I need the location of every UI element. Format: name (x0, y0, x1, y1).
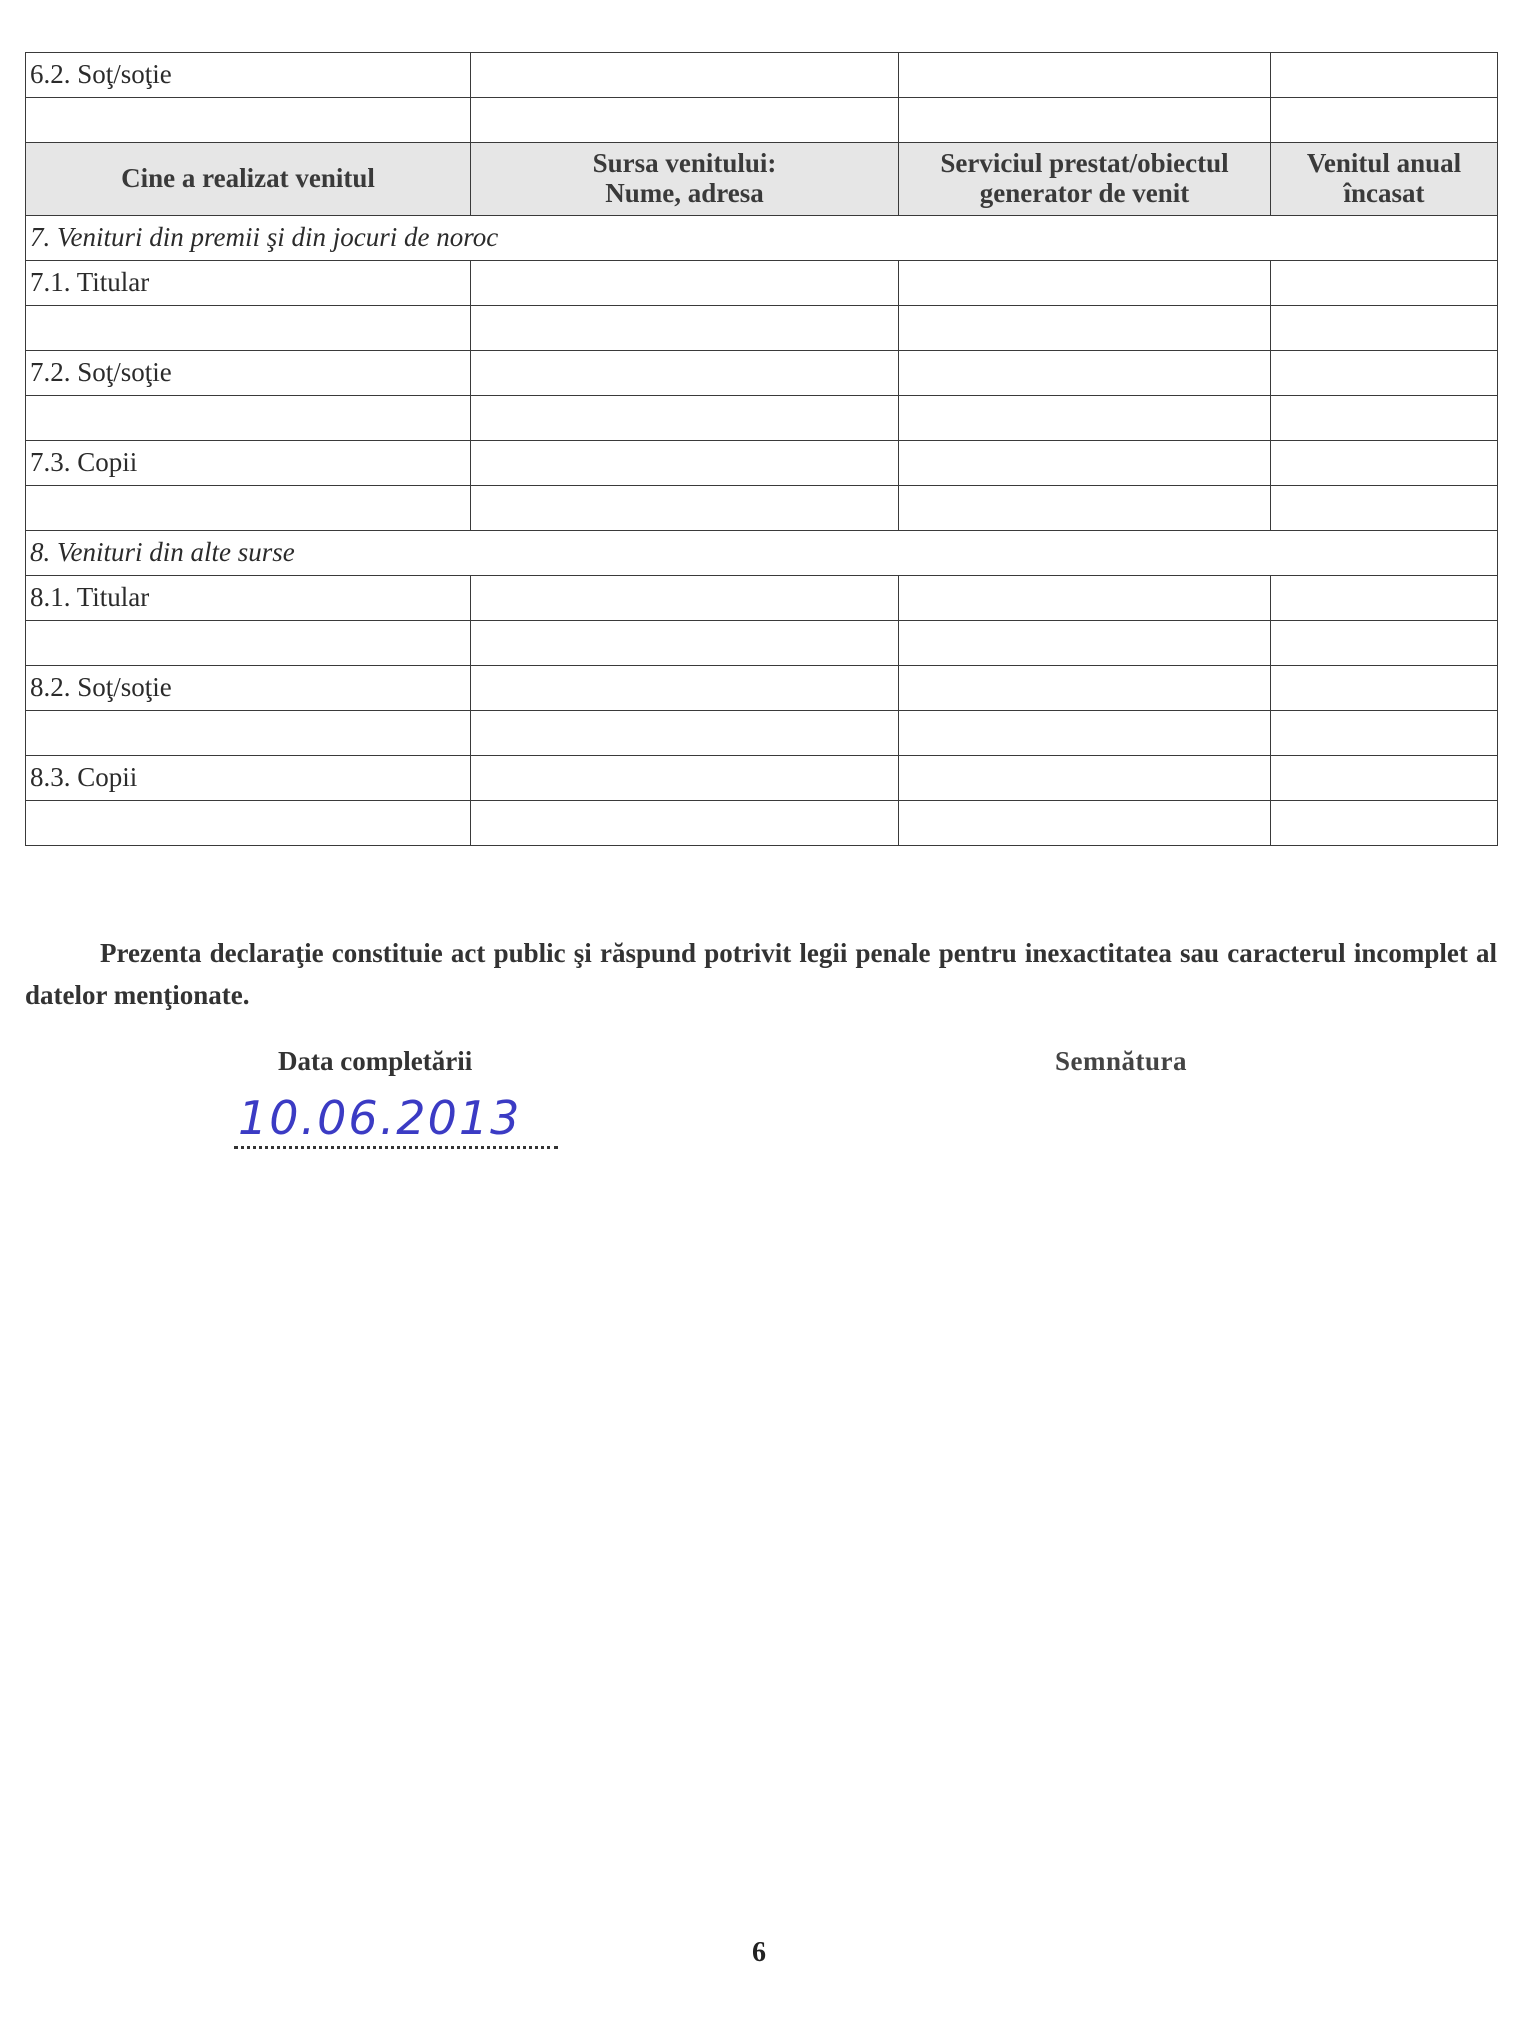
table-row (26, 711, 1498, 756)
empty-cell (899, 666, 1271, 711)
empty-cell (1271, 306, 1498, 351)
table-row (26, 53, 1498, 98)
empty-cell (1271, 666, 1498, 711)
empty-cell (1271, 621, 1498, 666)
empty-cell (471, 666, 899, 711)
empty-cell (471, 576, 899, 621)
row-label (26, 306, 471, 351)
completion-date-handwritten: 10.06.2013 (234, 1090, 558, 1149)
empty-cell (471, 98, 899, 143)
row-label: 8.3. Copii (26, 756, 471, 801)
empty-cell (1271, 576, 1498, 621)
row-label (26, 486, 471, 531)
legal-statement: Prezenta declaraţie constituie act public şi răspund potrivit legii penale pentru inexactitatea sau caracterul incomplet al datelor menţionate. (25, 938, 1497, 1010)
empty-cell (899, 711, 1271, 756)
row-label (26, 98, 471, 143)
table-row (26, 98, 1498, 143)
empty-cell (1271, 261, 1498, 306)
row-label: 7.2. Soţ/soţie (26, 351, 471, 396)
empty-cell (471, 261, 899, 306)
row-label: 7.3. Copii (26, 441, 471, 486)
empty-cell (1271, 711, 1498, 756)
table-row (26, 396, 1498, 441)
empty-cell (899, 351, 1271, 396)
empty-cell (899, 306, 1271, 351)
column-header: Sursa venitului: Nume, adresa (471, 143, 899, 216)
row-label: 7.1. Titular (26, 261, 471, 306)
empty-cell (471, 711, 899, 756)
table-header-row (26, 143, 1498, 216)
empty-cell (899, 756, 1271, 801)
empty-cell (1271, 486, 1498, 531)
table-row (26, 756, 1498, 801)
empty-cell (471, 351, 899, 396)
page-number: 6 (752, 1937, 766, 1968)
table-row (26, 621, 1498, 666)
row-label (26, 801, 471, 846)
empty-cell (1271, 801, 1498, 846)
table-row (26, 666, 1498, 711)
empty-cell (1271, 396, 1498, 441)
empty-cell (471, 486, 899, 531)
row-label: 6.2. Soţ/soţie (26, 53, 471, 98)
empty-cell (899, 53, 1271, 98)
section-title: 8. Venituri din alte surse (26, 531, 1498, 576)
table-row (26, 306, 1498, 351)
signature-label: Semnătura (1055, 1046, 1187, 1076)
row-label: 8.2. Soţ/soţie (26, 666, 471, 711)
table-row (26, 576, 1498, 621)
section-row (26, 216, 1498, 261)
empty-cell (471, 396, 899, 441)
empty-cell (899, 486, 1271, 531)
empty-cell (899, 576, 1271, 621)
row-label (26, 711, 471, 756)
empty-cell (471, 441, 899, 486)
date-label: Data completării (278, 1046, 473, 1076)
section-row (26, 531, 1498, 576)
column-header: Venitul anual încasat (1271, 143, 1498, 216)
column-header: Cine a realizat venitul (26, 143, 471, 216)
section-title: 7. Venituri din premii şi din jocuri de noroc (26, 216, 1498, 261)
empty-cell (471, 53, 899, 98)
empty-cell (899, 396, 1271, 441)
table-row (26, 441, 1498, 486)
row-label: 8.1. Titular (26, 576, 471, 621)
empty-cell (899, 261, 1271, 306)
table-row (26, 351, 1498, 396)
empty-cell (899, 98, 1271, 143)
income-table (25, 52, 1498, 846)
empty-cell (471, 756, 899, 801)
empty-cell (1271, 98, 1498, 143)
empty-cell (1271, 351, 1498, 396)
empty-cell (899, 441, 1271, 486)
empty-cell (1271, 756, 1498, 801)
empty-cell (899, 621, 1271, 666)
empty-cell (1271, 53, 1498, 98)
table-row (26, 261, 1498, 306)
empty-cell (471, 801, 899, 846)
table-row (26, 486, 1498, 531)
empty-cell (899, 801, 1271, 846)
row-label (26, 621, 471, 666)
empty-cell (471, 621, 899, 666)
table-row (26, 801, 1498, 846)
column-header: Serviciul prestat/obiectul generator de venit (899, 143, 1271, 216)
empty-cell (1271, 441, 1498, 486)
row-label (26, 396, 471, 441)
empty-cell (471, 306, 899, 351)
